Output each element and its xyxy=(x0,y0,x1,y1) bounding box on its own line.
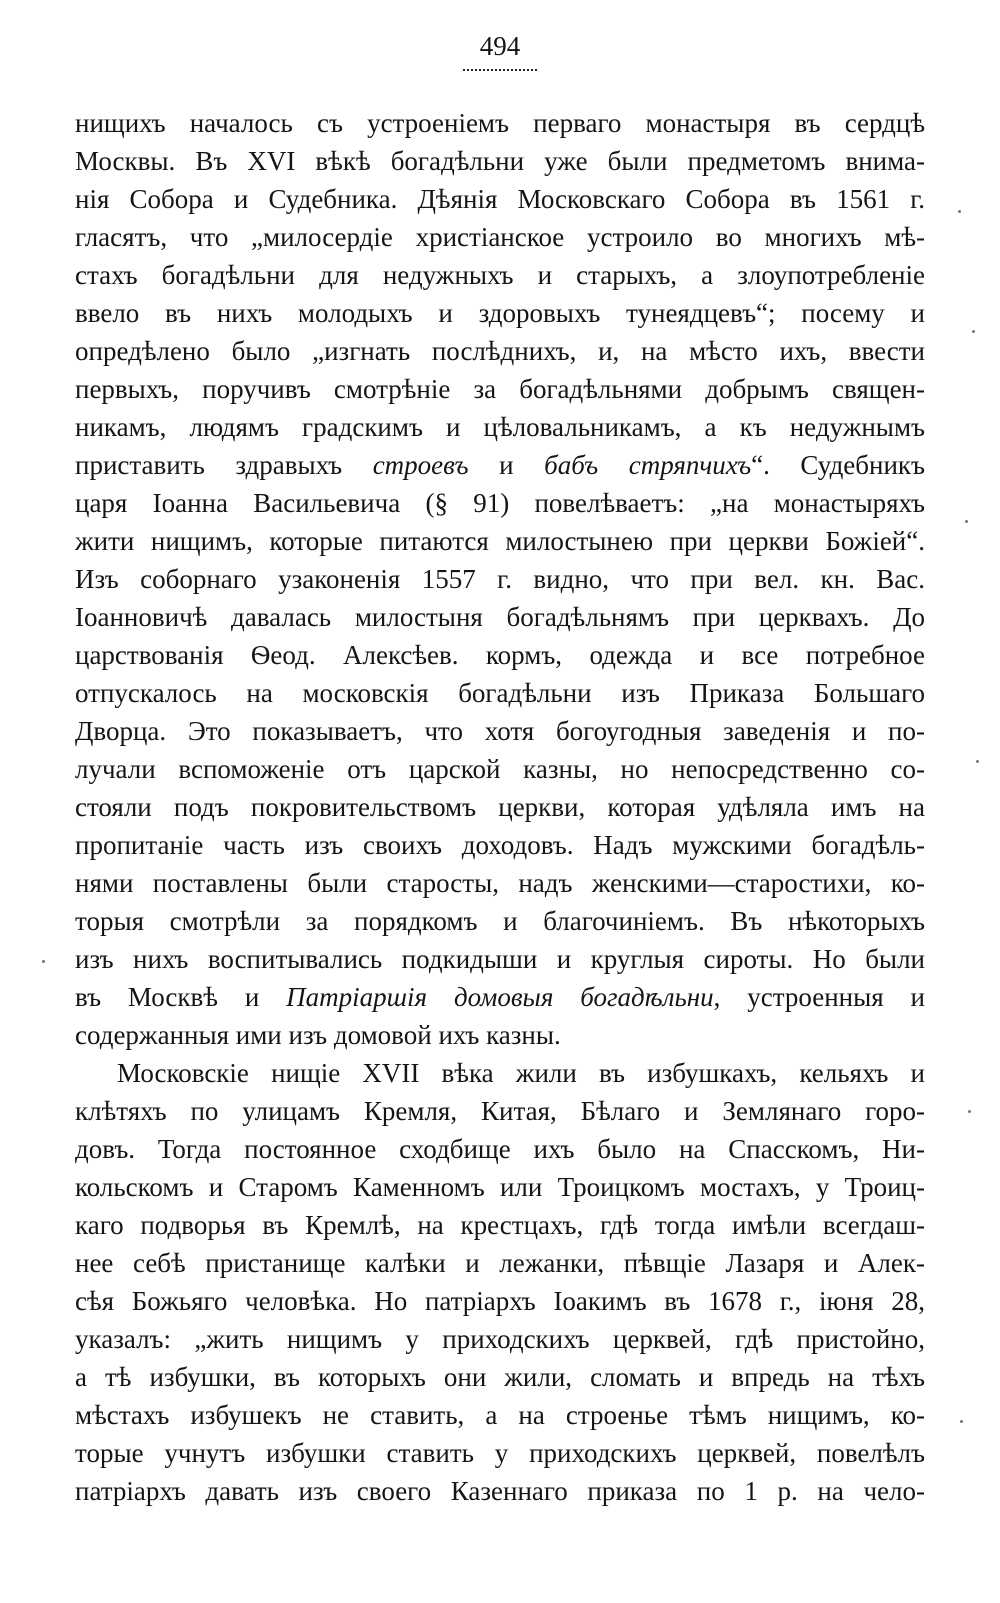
text-line: отпускалось на московскія богадѣльни изъ Приказа Большаго xyxy=(75,678,925,708)
text-line: нищихъ началось съ устроеніемъ перваго монастыря въ сердцѣ xyxy=(75,108,925,138)
text-line: довъ. Тогда постоянное сходбище ихъ было на Спасскомъ, Ни- xyxy=(75,1134,925,1164)
text-line: торые учнутъ избушки ставить у приходскихъ церквей, повелѣлъ xyxy=(75,1438,925,1468)
text-line: стахъ богадѣльни для недужныхъ и старыхъ, а злоупотребленіе xyxy=(75,260,925,290)
page-number-underline xyxy=(463,69,537,71)
text-line: каго подворья въ Кремлѣ, на крестцахъ, гдѣ тогда имѣли всегдаш- xyxy=(75,1210,925,1240)
text-line: первыхъ, поручивъ смотрѣніе за богадѣльнями добрымъ священ- xyxy=(75,374,925,404)
text-line: содержанныя ими изъ домовой ихъ казны. xyxy=(75,1020,561,1050)
paragraph-2 xyxy=(75,1054,925,1510)
text-line: пропитаніе часть изъ своихъ доходовъ. Надъ мужскими богадѣль- xyxy=(75,830,925,860)
scan-speck xyxy=(965,520,968,523)
text-line: царствованія Ѳеод. Алексѣев. кормъ, одежда и все потребное xyxy=(75,640,925,670)
text-line: нее себѣ пристанище калѣки и лежанки, пѣвщіе Лазаря и Алек- xyxy=(75,1248,925,1278)
body-text xyxy=(75,104,925,1510)
scan-speck xyxy=(968,1110,971,1113)
text-line: Іоанновичѣ давалась милостыня богадѣльнямъ при церквахъ. До xyxy=(75,602,925,632)
text-line: гласятъ, что „милосердіе христіанское устроило во многихъ мѣ- xyxy=(75,222,925,252)
text-line: нія Собора и Судебника. Дѣянія Московскаго Собора въ 1561 г. xyxy=(75,184,925,214)
text-line: указалъ: „жить нищимъ у приходскихъ церквей, гдѣ пристойно, xyxy=(75,1324,925,1354)
scan-speck xyxy=(958,210,961,213)
text-line: Москвы. Въ XVI вѣкѣ богадѣльни уже были предметомъ внима- xyxy=(75,146,925,176)
text-line: царя Іоанна Васильевича (§ 91) повелѣваетъ: „на монастыряхъ xyxy=(75,488,925,518)
text-line: лучали вспоможеніе отъ царской казны, но непосредственно со- xyxy=(75,754,925,784)
text-line: стояли подъ покровительствомъ церкви, которая удѣляла имъ на xyxy=(75,792,925,822)
text-line: кольскомъ и Старомъ Каменномъ или Троицкомъ мостахъ, у Троиц- xyxy=(75,1172,925,1202)
text-line: жити нищимъ, которые питаются милостынею при церкви Божіей“. xyxy=(75,526,925,556)
text-line: Изъ соборнаго узаконенія 1557 г. видно, что при вел. кн. Вас. xyxy=(75,564,925,594)
text-line: приставить здравыхъ строевъ и бабъ стряпчихъ“. Судебникъ xyxy=(75,450,925,480)
text-line: патріархъ давать изъ своего Казеннаго приказа по 1 р. на чело- xyxy=(75,1476,925,1506)
text-line: торыя смотрѣли за порядкомъ и благочиніемъ. Въ нѣкоторыхъ xyxy=(75,906,925,936)
text-line: Дворца. Это показываетъ, что хотя богоугодныя заведенія и по- xyxy=(75,716,925,746)
scan-speck xyxy=(42,960,45,963)
scan-speck xyxy=(972,330,975,333)
paragraph-1 xyxy=(75,104,925,1054)
text-line: нями поставлены были старосты, надъ женскими—старостихи, ко- xyxy=(75,868,925,898)
text-line: клѣтяхъ по улицамъ Кремля, Китая, Бѣлаго и Землянаго горо- xyxy=(75,1096,925,1126)
text-line: никамъ, людямъ градскимъ и цѣловальникамъ, а къ недужнымъ xyxy=(75,412,925,442)
text-line: сѣя Божьяго человѣка. Но патріархъ Іоакимъ въ 1678 г., іюня 28, xyxy=(75,1286,925,1316)
text-line: Московскіе нищіе XVII вѣка жили въ избушкахъ, кельяхъ и xyxy=(117,1058,925,1088)
text-line: въ Москвѣ и Патріаршія домовыя богадѣльни, устроенныя и xyxy=(75,982,925,1012)
text-line: мѣстахъ избушекъ не ставить, а на строенье тѣмъ нищимъ, ко- xyxy=(75,1400,925,1430)
text-line: опредѣлено было „изгнать послѣднихъ, и, на мѣсто ихъ, ввести xyxy=(75,336,925,366)
text-line: ввело въ нихъ молодыхъ и здоровыхъ тунеядцевъ“; посему и xyxy=(75,298,925,328)
text-line: а тѣ избушки, въ которыхъ они жили, сломать и впредь на тѣхъ xyxy=(75,1362,925,1392)
scan-speck xyxy=(976,760,979,763)
page-number: 494 xyxy=(479,31,521,61)
scan-speck xyxy=(960,1420,963,1423)
text-line: изъ нихъ воспитывались подкидыши и круглыя сироты. Но были xyxy=(75,944,925,974)
